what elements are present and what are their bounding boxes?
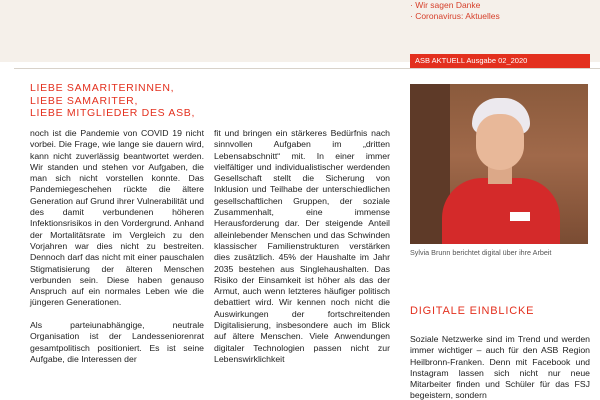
photo-caption: Sylvia Brunn berichtet digital über ihre Arbeit bbox=[410, 248, 552, 257]
article-column-3 bbox=[410, 334, 590, 400]
issue-label-bar: ASB AKTUELL Ausgabe 02_2020 bbox=[410, 54, 590, 68]
link-coronavirus-aktuelles[interactable]: · Coronavirus: Aktuelles bbox=[410, 11, 500, 21]
heading-line: LIEBE SAMARITER, bbox=[30, 94, 139, 107]
asb-logo-patch bbox=[510, 212, 530, 221]
article-column-1 bbox=[30, 128, 204, 377]
portrait-photo bbox=[410, 84, 588, 244]
divider-line bbox=[14, 68, 600, 69]
article-column-2 bbox=[214, 128, 390, 377]
article-heading bbox=[30, 82, 270, 120]
paragraph: noch ist die Pandemie von COVID 19 nicht vorbei. Die Frage, wie lange sie dauern wird, kann nicht zuverlässig beantwortet werden. Wir standen und stehen vor Aufgaben, die man sich nicht vorstellen konnte. Das Pandemiegeschehen rückte die ältere Generation auf Grund ihrer Vulnerabilität und des damit verbundenen höheren Infektionsrisikos in den Vordergrund. Anhand der Mortalitätsrate im Vergleich zu den Vorjahren war dies nicht zu bestreiten. Dennoch darf das nicht mit einer pauschalen Stigmatisierung der älteren Menschen verbunden sein. Diese haben genauso Anspruch auf ein normales Leben wie die jüngeren Generationen. bbox=[30, 128, 204, 308]
paragraph: fit und bringen ein stärkeres Bedürfnis nach sinnvollen Aufgaben im „dritten Lebensabschnitt“ mit. In einer immer vielfältiger und individualistischer werdenden Gesellschaft stellt die Sicherung von Inklusion und Teilhabe der unterschiedlichen gesellschaftlichen Gruppen, der soziale Zusammenhalt, eine immense Herausforderung dar. Der steigende Anteil alleinlebender Menschen und das Schwinden klassischer Familienstrukturen verstärken dies zusätzlich. 45% der Haushalte im Jahr 2035 bestehen aus Singlehaushalten. Das Risiko der Einsamkeit ist höher als das der Armut, auch wenn letzteres häufiger politisch debattiert wird. Wir kennen noch nicht die Auswirkungen der fortschreitenden Digitalisierung, insbesondere auch im Blick auf ältere Menschen. Viele Anwendungen digitaler Technologien passen nicht zur Lebenswirklichkeit bbox=[214, 128, 390, 364]
photo-shirt bbox=[442, 178, 560, 244]
photo-face bbox=[476, 114, 524, 170]
link-wir-sagen-danke[interactable]: · Wir sagen Danke bbox=[410, 0, 481, 10]
section-title: DIGITALE EINBLICKE bbox=[410, 305, 535, 317]
heading-line: LIEBE SAMARITERINNEN, bbox=[30, 82, 175, 94]
paragraph: Als parteiunabhängige, neutrale Organisation ist der Landesseniorenrat gesamtpolitisch positioniert. Es ist seine Aufgabe, die Interessen der bbox=[30, 320, 204, 364]
heading-line: LIEBE MITGLIEDER DES ASB, bbox=[30, 107, 196, 119]
paragraph: Soziale Netzwerke sind im Trend und werden immer wichtiger – auch für den ASB Region Heilbronn-Franken. Denn mit Facebook und Instagram lassen sich nicht nur neue Mitarbeiter finden und Schüler für das FSJ begeistern, sondern bbox=[410, 334, 590, 400]
related-links bbox=[410, 0, 590, 22]
